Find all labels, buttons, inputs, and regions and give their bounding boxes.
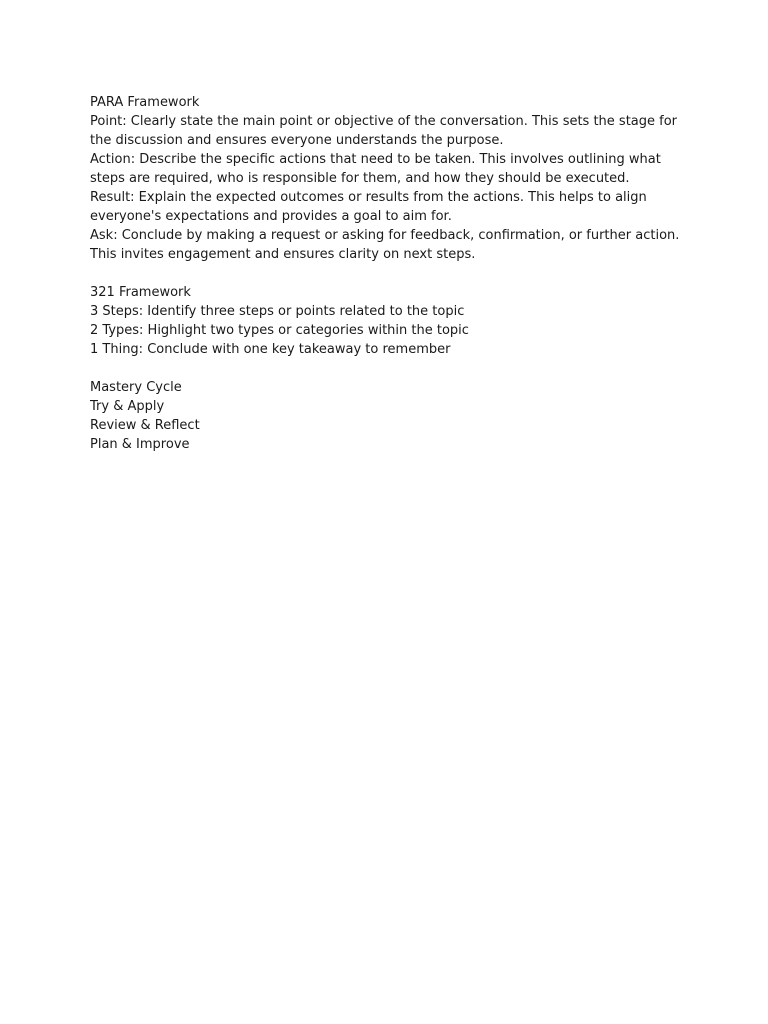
mastery-plan-improve: Plan & Improve xyxy=(90,437,190,452)
framework-321-thing: 1 Thing: Conclude with one key takeaway to remember xyxy=(90,342,451,357)
para-framework-heading: PARA Framework xyxy=(90,95,200,110)
framework-321-types: 2 Types: Highlight two types or categories within the topic xyxy=(90,323,469,338)
mastery-cycle-heading: Mastery Cycle xyxy=(90,380,182,395)
para-result-text: Result: Explain the expected outcomes or results from the actions. This helps to align everyone's expectations and provides a goal to aim for. xyxy=(90,190,647,224)
blank-line xyxy=(90,359,690,378)
framework-321-steps: 3 Steps: Identify three steps or points related to the topic xyxy=(90,304,465,319)
framework-321-heading: 321 Framework xyxy=(90,285,191,300)
para-action-text: Action: Describe the specific actions that need to be taken. This involves outlining what steps are required, who is responsible for them, and how they should be executed. xyxy=(90,152,661,186)
blank-line xyxy=(90,264,690,283)
document-body xyxy=(90,93,690,454)
para-point-text: Point: Clearly state the main point or objective of the conversation. This sets the stage for the discussion and ensures everyone understands the purpose. xyxy=(90,114,678,148)
mastery-review-reflect: Review & Reflect xyxy=(90,418,200,433)
mastery-try-apply: Try & Apply xyxy=(90,399,165,414)
para-ask-text: Ask: Conclude by making a request or asking for feedback, confirmation, or further action. This invites engagement and ensures clarity on next steps. xyxy=(90,228,680,262)
